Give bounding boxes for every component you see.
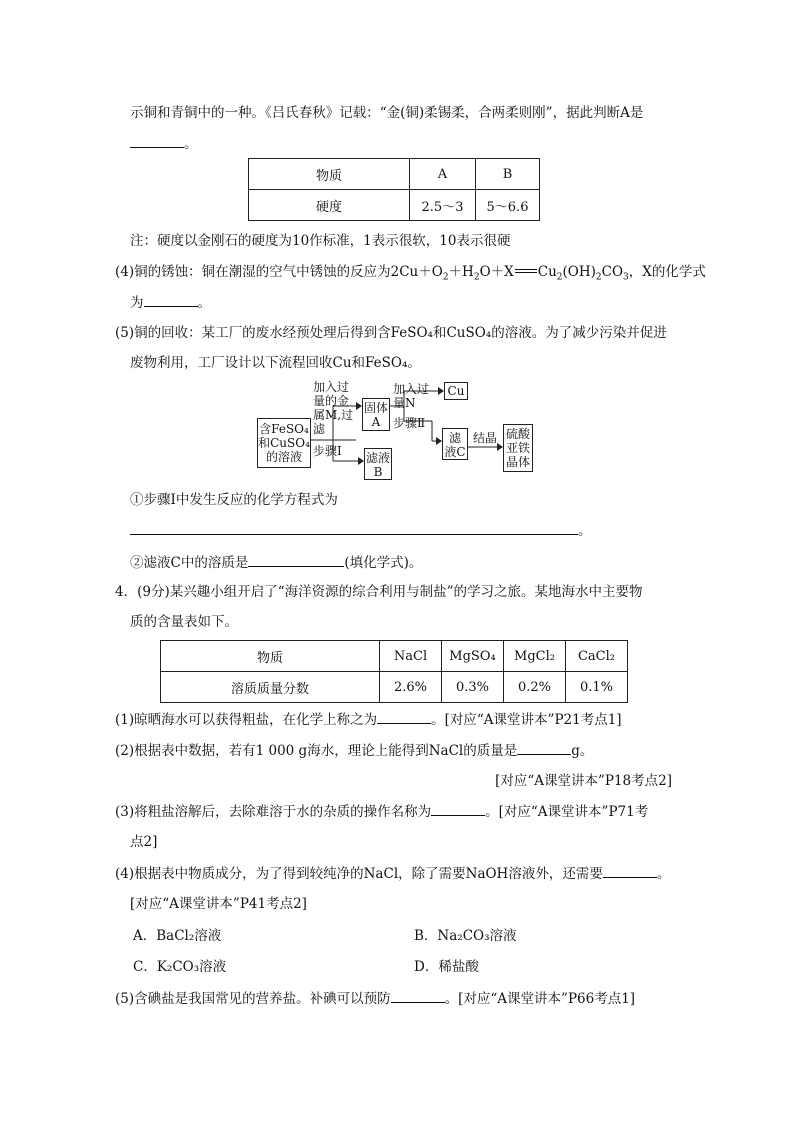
table-row (161, 641, 628, 672)
table-header: 物质 (249, 159, 410, 190)
answer-blank-3[interactable] (431, 801, 485, 816)
sub-question-4-4-ref: [对应“A课堂讲本”P41考点2] (130, 896, 307, 912)
table-header: MgSO₄ (442, 641, 504, 672)
sub-question-4-3: (3)将粗盐溶解后，去除难溶于水的杂质的操作名称为 。[对应“A课堂讲本”P71考 (115, 801, 648, 822)
table-cell: 硬度 (249, 190, 410, 221)
table-cell: 2.6% (380, 672, 442, 703)
product-box: 硫酸 亚铁 晶体 (503, 424, 533, 472)
table-cell: 0.2% (504, 672, 566, 703)
table-cell: 溶质质量分数 (161, 672, 380, 703)
answer-blank-equation[interactable] (130, 520, 578, 535)
table-header: CaCl₂ (566, 641, 628, 672)
intro-line-1: 示铜和青铜中的一种。《吕氏春秋》记载：“金(铜)柔锡柔，合两柔则刚”，据此判断A是 (130, 105, 644, 121)
seawater-table (160, 640, 628, 703)
table-cell: 2.5～3 (410, 190, 476, 221)
question-4-header-2: 质的含量表如下。 (130, 614, 238, 630)
answer-blank-solute[interactable] (248, 552, 344, 567)
question-4-header-1: 4．(9分)某兴趣小组开启了“海洋资源的综合利用与制盐”的学习之旅。某地海水中主要物 (115, 584, 643, 600)
cu-box: Cu (444, 382, 468, 400)
table-header: A (410, 159, 476, 190)
step-1-label: 步骤Ⅰ (313, 444, 342, 458)
sub-question-1: ①步骤Ⅰ中发生反应的化学方程式为 (130, 492, 338, 508)
option-c[interactable]: C．K₂CO₃溶液 (133, 959, 227, 975)
table-row (161, 672, 628, 703)
answer-blank-2[interactable] (517, 740, 571, 755)
step-2-reagent-label: 加入过 量N (393, 382, 430, 410)
answer-blank-5[interactable] (391, 988, 445, 1003)
table-cell: 0.1% (566, 672, 628, 703)
sub-question-4-4: (4)根据表中物质成分，为了得到较纯净的NaCl，除了需要NaOH溶液外，还需要 。 (115, 863, 670, 884)
table-header: 物质 (161, 641, 380, 672)
intro-line-2: 。 (130, 133, 198, 154)
option-b[interactable]: B．Na₂CO₃溶液 (414, 928, 517, 944)
flow-start-box: 含FeSO₄ 和CuSO₄ 的溶液 (257, 418, 311, 468)
filtrate-b-box: 滤液 B (364, 448, 392, 480)
crystallize-label: 结晶 (473, 431, 498, 445)
answer-blank-1[interactable] (377, 709, 431, 724)
question-5-line-2: 废物利用，工厂设计以下流程回收Cu和FeSO₄。 (130, 355, 421, 371)
table-header: MgCl₂ (504, 641, 566, 672)
solid-a-box: 固体 A (362, 398, 390, 431)
table-header: NaCl (380, 641, 442, 672)
question-4-line-1: (4)铜的锈蚀：铜在潮湿的空气中锈蚀的反应为$2Cu+O_2+H_2O+X$ $Cu_2(OH)_2CO_3$，X的化学式 (115, 264, 706, 283)
filtrate-c-box: 滤 液C (442, 428, 468, 460)
sub-question-4-2: (2)根据表中数据，若有1 000 g海水，理论上能得到NaCl的质量是 g。 (115, 740, 593, 761)
table-cell: 0.3% (442, 672, 504, 703)
table-cell: 5～6.6 (476, 190, 540, 221)
table-header: B (476, 159, 540, 190)
step-2-label: 步骤Ⅱ (393, 416, 426, 430)
sub-question-4-3-line-2: 点2] (130, 834, 158, 850)
question-5-line-1: (5)铜的回收：某工厂的废水经预处理后得到含FeSO₄和CuSO₄的溶液。为了减少污染并促进 (115, 325, 667, 341)
sub-question-2: ②滤液C中的溶质是 (填化学式)。 (130, 552, 422, 573)
sub-question-4-1: (1)晾晒海水可以获得粗盐，在化学上称之为 。[对应“A课堂讲本”P21考点1] (115, 709, 622, 730)
sub-question-4-5: (5)含碘盐是我国常见的营养盐。补碘可以预防 。[对应“A课堂讲本”P66考点1] (115, 988, 635, 1009)
answer-blank-4[interactable] (603, 863, 657, 878)
hardness-note: 注：硬度以金刚石的硬度为10作标准，1表示很软，10表示很硬 (130, 233, 511, 249)
step-1-reagent-label: 加入过 量的金 属M,过 滤 (313, 380, 354, 436)
option-a[interactable]: A．BaCl₂溶液 (133, 928, 222, 944)
question-4-line-2: 为 。 (130, 292, 211, 313)
option-d[interactable]: D．稀盐酸 (414, 959, 479, 975)
sub-question-1-answer: 。 (130, 520, 592, 541)
sub-question-4-2-ref: [对应“A课堂讲本”P18考点2] (495, 773, 672, 789)
